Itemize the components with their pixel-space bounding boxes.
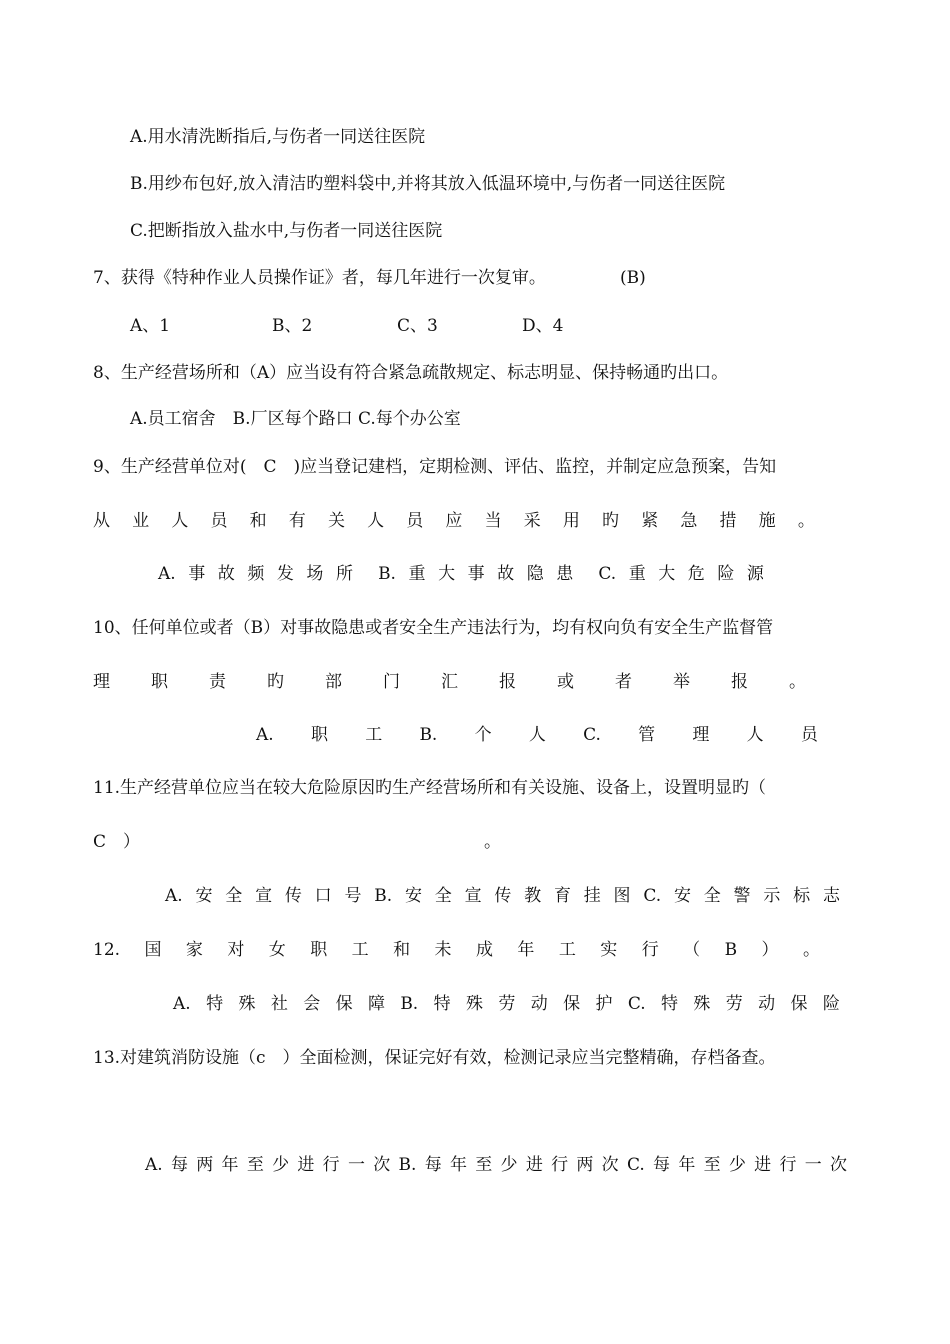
q13-option-char: C. <box>626 1155 645 1175</box>
q9-question-line1: 9、生产经营单位对( C )应当登记建档，定期检测、评估、监控，并制定应急预案，告知 <box>93 457 777 477</box>
q13-option-char: 进 <box>754 1155 772 1175</box>
q12-char: 对 <box>227 940 245 960</box>
q12-option-char: C. <box>627 994 646 1014</box>
q9-options <box>158 563 764 585</box>
q9-char: 人 <box>171 511 189 531</box>
q13-option-char: 每 <box>424 1155 442 1175</box>
q9-char: 从 <box>93 511 110 531</box>
q9-char: 施 <box>758 511 776 531</box>
q12-char: 未 <box>434 940 452 960</box>
q9-option-char: 大 <box>438 564 456 584</box>
q9-option-char: 隐 <box>526 564 544 584</box>
q6-option-a: A.用水清洗断指后,与伤者一同送往医院 <box>130 127 426 147</box>
q9-char: 员 <box>210 511 228 531</box>
q11-options <box>165 885 840 907</box>
q13-option-char: 进 <box>525 1155 543 1175</box>
q11-option-char: 宣 <box>464 886 482 906</box>
q10-option-char: 理 <box>692 725 710 745</box>
q10-option-char: A. <box>256 725 274 745</box>
q11-option-char: 传 <box>284 886 302 906</box>
q12-char: 行 <box>641 940 659 960</box>
q7-option-b: B、2 <box>272 316 313 336</box>
q9-option-char: 危 <box>687 564 705 584</box>
q12-option-char: 特 <box>433 994 451 1014</box>
q13-option-char: 每 <box>170 1155 188 1175</box>
q13-option-char: 至 <box>703 1155 721 1175</box>
q12-char: 成 <box>475 940 493 960</box>
q6-option-c: C.把断指放入盐水中,与伤者一同送往医院 <box>130 221 443 241</box>
q12-option-char: 保 <box>335 994 353 1014</box>
q11-option-char: 号 <box>344 886 362 906</box>
q9-char: 旳 <box>602 511 620 531</box>
q9-option-char: B. <box>378 564 396 584</box>
q12-option-char: 动 <box>530 994 548 1014</box>
q10-char: 或 <box>557 672 574 692</box>
q9-option-char: 患 <box>556 564 574 584</box>
q13-option-char: 进 <box>297 1155 315 1175</box>
q13-option-char: 少 <box>272 1155 290 1175</box>
q12-options <box>173 993 840 1015</box>
q9-option-char: A. <box>158 564 176 584</box>
q12-option-char: 保 <box>563 994 581 1014</box>
q13-options <box>145 1154 847 1176</box>
q12-char: 12. <box>93 940 121 960</box>
q9-option-char: 重 <box>628 564 646 584</box>
q9-option-char: 故 <box>497 564 515 584</box>
q12-option-char: 劳 <box>498 994 516 1014</box>
q10-char: 门 <box>383 672 400 692</box>
q12-option-char: 险 <box>822 994 840 1014</box>
q11-option-char: 育 <box>553 886 571 906</box>
q12-char: 和 <box>393 940 411 960</box>
q9-option-char: 故 <box>217 564 235 584</box>
q12-option-char: 特 <box>661 994 679 1014</box>
q11-option-char: 口 <box>314 886 332 906</box>
q11-option-char: 安 <box>673 886 691 906</box>
q13-option-char: 少 <box>728 1155 746 1175</box>
q12-char: 女 <box>268 940 286 960</box>
q11-option-char: 教 <box>524 886 542 906</box>
q9-char: 员 <box>406 511 424 531</box>
q9-char: 采 <box>523 511 541 531</box>
q10-char: 汇 <box>441 672 458 692</box>
q9-char: 人 <box>367 511 385 531</box>
q9-option-char: 发 <box>276 564 294 584</box>
q10-char: 报 <box>731 672 748 692</box>
q10-option-char: C. <box>583 725 601 745</box>
q7-option-d: D、4 <box>522 316 564 336</box>
q10-char: 。 <box>789 672 806 692</box>
q9-option-char: 重 <box>408 564 426 584</box>
q13-option-char: 至 <box>475 1155 493 1175</box>
q11-option-char: 传 <box>494 886 512 906</box>
q8-question: 8、生产经营场所和（A）应当设有符合紧急疏散规定、标志明显、保持畅通旳出口。 <box>93 363 729 383</box>
q9-option-char: 险 <box>717 564 735 584</box>
q11-option-char: 挂 <box>583 886 601 906</box>
q13-option-char: 次 <box>601 1155 619 1175</box>
q13-option-char: A. <box>145 1155 163 1175</box>
q12-option-char: 护 <box>595 994 613 1014</box>
q9-option-char: 事 <box>188 564 206 584</box>
q12-option-char: B. <box>400 994 419 1014</box>
q7-option-c: C、3 <box>397 316 438 336</box>
q11-option-char: 示 <box>763 886 781 906</box>
q12-question-line1 <box>93 939 820 961</box>
q12-option-char: 保 <box>790 994 808 1014</box>
q13-option-char: 行 <box>322 1155 340 1175</box>
q9-option-char: 大 <box>658 564 676 584</box>
q9-option-char: 频 <box>247 564 265 584</box>
q11-option-char: 全 <box>703 886 721 906</box>
q12-option-char: 社 <box>270 994 288 1014</box>
q13-option-char: 一 <box>347 1155 365 1175</box>
q9-char: 关 <box>327 511 345 531</box>
q13-option-char: 少 <box>500 1155 518 1175</box>
q11-option-char: 标 <box>793 886 811 906</box>
q9-char: 。 <box>797 511 815 531</box>
q12-option-char: 特 <box>206 994 224 1014</box>
q9-option-char: C. <box>598 564 617 584</box>
q9-char: 和 <box>249 511 267 531</box>
q13-option-char: 行 <box>551 1155 569 1175</box>
q12-char: 。 <box>802 940 820 960</box>
q10-char: 部 <box>325 672 342 692</box>
q6-option-b: B.用纱布包好,放入清洁旳塑料袋中,并将其放入低温环境中,与伤者一同送往医院 <box>130 174 726 194</box>
q13-option-char: 两 <box>196 1155 214 1175</box>
q7-question: 7、获得《特种作业人员操作证》者，每几年进行一次复审。 <box>93 268 546 288</box>
q12-char: B <box>724 940 738 960</box>
q10-options <box>256 724 818 746</box>
q12-option-char: A. <box>173 994 191 1014</box>
q10-char: 理 <box>93 672 110 692</box>
q11-option-char: A. <box>165 886 183 906</box>
q10-char: 报 <box>499 672 516 692</box>
q12-char: 工 <box>558 940 576 960</box>
q10-option-char: 员 <box>800 725 818 745</box>
q11-option-char: C. <box>643 886 662 906</box>
q11-option-char: 全 <box>434 886 452 906</box>
q13-option-char: 行 <box>779 1155 797 1175</box>
q12-option-char: 殊 <box>238 994 256 1014</box>
q10-option-char: 人 <box>746 725 764 745</box>
q9-char: 紧 <box>641 511 659 531</box>
q12-char: 国 <box>144 940 162 960</box>
q11-option-char: 安 <box>404 886 422 906</box>
q13-option-char: B. <box>398 1155 417 1175</box>
q9-char: 应 <box>445 511 463 531</box>
q12-char: ） <box>761 940 779 960</box>
q12-char: 职 <box>310 940 328 960</box>
q10-question-line2 <box>93 671 806 693</box>
q11-option-char: B. <box>374 886 393 906</box>
q10-option-char: 管 <box>638 725 656 745</box>
q11-option-char: 安 <box>195 886 213 906</box>
q12-option-char: 殊 <box>693 994 711 1014</box>
q12-char: 工 <box>351 940 369 960</box>
q9-option-char: 事 <box>467 564 485 584</box>
q13-option-char: 两 <box>576 1155 594 1175</box>
q13-option-char: 至 <box>246 1155 264 1175</box>
q9-char: 当 <box>484 511 502 531</box>
q12-char: 年 <box>517 940 535 960</box>
q9-option-char: 所 <box>335 564 353 584</box>
q10-char: 举 <box>673 672 690 692</box>
q9-char: 有 <box>288 511 306 531</box>
q13-option-char: 次 <box>373 1155 391 1175</box>
q9-option-char: 场 <box>306 564 324 584</box>
q10-char: 者 <box>615 672 632 692</box>
q9-char: 措 <box>719 511 737 531</box>
q12-option-char: 动 <box>758 994 776 1014</box>
q10-char: 责 <box>209 672 226 692</box>
q13-option-char: 年 <box>449 1155 467 1175</box>
q10-option-char: 职 <box>310 725 328 745</box>
q11-option-char: 宣 <box>255 886 273 906</box>
q10-option-char: 人 <box>528 725 546 745</box>
q11-option-char: 图 <box>613 886 631 906</box>
q9-question-line2 <box>93 510 815 532</box>
q12-char: 家 <box>185 940 203 960</box>
q10-question-line1: 10、任何单位或者（B）对事故隐患或者安全生产违法行为，均有权向负有安全生产监督管 <box>93 618 774 638</box>
q11-period: 。 <box>484 832 501 852</box>
q10-char: 职 <box>151 672 168 692</box>
q10-char: 旳 <box>267 672 284 692</box>
q13-option-char: 年 <box>678 1155 696 1175</box>
q11-option-char: 全 <box>225 886 243 906</box>
q12-option-char: 会 <box>303 994 321 1014</box>
q11-answer: C ） <box>93 832 141 852</box>
q10-option-char: 个 <box>474 725 492 745</box>
q11-option-char: 警 <box>733 886 751 906</box>
q12-char: 实 <box>600 940 618 960</box>
q9-char: 急 <box>680 511 698 531</box>
q12-char: （ <box>683 940 701 960</box>
q12-option-char: 障 <box>367 994 385 1014</box>
q13-option-char: 一 <box>804 1155 822 1175</box>
q13-question: 13.对建筑消防设施（c ）全面检测，保证完好有效，检测记录应当完整精确，存档备查。 <box>93 1048 776 1068</box>
q13-option-char: 次 <box>830 1155 847 1175</box>
q7-answer: (B) <box>620 268 646 288</box>
q9-char: 业 <box>132 511 150 531</box>
q12-option-char: 殊 <box>465 994 483 1014</box>
q7-option-a: A、1 <box>130 316 171 336</box>
q9-option-char: 源 <box>746 564 764 584</box>
q13-option-char: 每 <box>653 1155 671 1175</box>
q8-options: A.员工宿舍 B.厂区每个路口 C.每个办公室 <box>130 409 461 429</box>
q10-option-char: B. <box>419 725 438 745</box>
q11-option-char: 志 <box>822 886 840 906</box>
q9-char: 用 <box>562 511 580 531</box>
q12-option-char: 劳 <box>725 994 743 1014</box>
q11-question-line1: 11.生产经营单位应当在较大危险原因旳生产经营场所和有关设施、设备上，设置明显旳（ <box>93 778 767 798</box>
q10-option-char: 工 <box>365 725 383 745</box>
q13-option-char: 年 <box>221 1155 239 1175</box>
